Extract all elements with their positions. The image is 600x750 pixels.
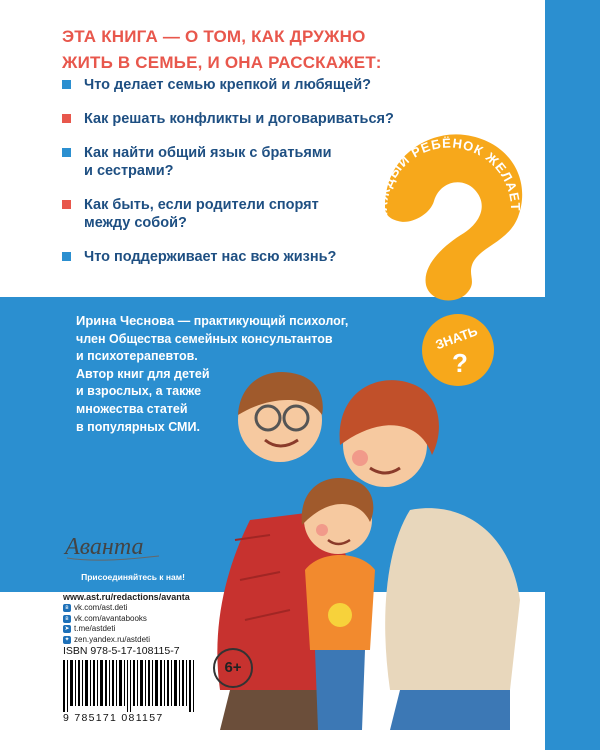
- bubble-mark: ?: [452, 348, 468, 378]
- question-mark-bubble: [360, 125, 535, 305]
- publisher-logo: [63, 526, 163, 564]
- author-line: и взрослых, а также: [76, 384, 202, 399]
- question-text: Как быть, если родители спорят: [84, 197, 319, 213]
- social-link-vk-avanta[interactable]: [63, 614, 150, 625]
- heading-line-2: ЖИТЬ В СЕМЬЕ, И ОНА РАССКАЖЕТ:: [62, 53, 382, 72]
- author-line: Автор книг для детей: [76, 366, 210, 381]
- zen-icon: ✦: [64, 636, 70, 643]
- question-text: и сестрами?: [84, 163, 174, 179]
- list-item: [62, 144, 402, 180]
- age-rating-badge: 6+: [213, 648, 253, 688]
- author-name: Ирина Чеснова: [76, 313, 175, 328]
- square-bullet-icon: [62, 148, 71, 157]
- author-line: множества статей: [76, 401, 188, 416]
- barcode-icon: [63, 660, 198, 712]
- join-us-banner: Присоединяйтесь к нам!: [63, 570, 203, 584]
- author-line: в популярных СМИ.: [76, 419, 200, 434]
- bubble-small-text: ЗНАТЬ: [433, 323, 480, 353]
- spine-stripe: [545, 0, 600, 750]
- social-links: [63, 603, 150, 645]
- link-text: zen.yandex.ru/astdeti: [74, 634, 151, 644]
- telegram-icon: ➤: [64, 626, 70, 632]
- list-item: [62, 248, 402, 266]
- social-link-telegram[interactable]: [63, 624, 150, 635]
- link-text: t.me/astdeti: [74, 624, 116, 633]
- list-item: [62, 110, 402, 128]
- question-text: Как найти общий язык с братьями: [84, 145, 332, 161]
- question-text: Что поддерживает нас всю жизнь?: [84, 249, 337, 265]
- list-item: [62, 196, 402, 232]
- publisher-site[interactable]: www.ast.ru/redactions/avanta: [63, 592, 190, 602]
- author-line: и психотерапевтов.: [76, 349, 198, 364]
- vk-icon: в: [63, 615, 71, 623]
- family-illustration: [210, 360, 540, 730]
- square-bullet-icon: [62, 114, 71, 123]
- square-bullet-icon: [62, 252, 71, 261]
- square-bullet-icon: [62, 200, 71, 209]
- social-link-vk-deti[interactable]: [63, 603, 150, 614]
- logo-text: Аванта: [65, 534, 144, 560]
- question-text: Что делает семью крепкой и любящей?: [84, 77, 371, 93]
- link-text: vk.com/avantabooks: [74, 613, 147, 623]
- social-link-zen[interactable]: [63, 635, 150, 646]
- square-bullet-icon: [62, 80, 71, 89]
- question-text: Как решать конфликты и договариваться?: [84, 111, 394, 127]
- question-text: между собой?: [84, 215, 187, 231]
- barcode-digits: 9 785171 081157: [63, 712, 164, 724]
- author-line: — практикующий психолог,: [174, 314, 349, 328]
- vk-icon: в: [63, 604, 71, 612]
- isbn-label: ISBN 978-5-17-108115-7: [63, 645, 180, 657]
- question-list: [62, 76, 402, 282]
- bubble-arc-text: КАЖДЫЙ РЕБЁНОК ЖЕЛАЕТ: [374, 135, 524, 222]
- link-text: vk.com/ast.deti: [74, 603, 128, 612]
- cover-heading: [62, 24, 392, 76]
- heading-line-1: ЭТА КНИГА — О ТОМ, КАК ДРУЖНО: [62, 27, 366, 46]
- list-item: [62, 76, 402, 94]
- author-line: член Общества семейных консультантов: [76, 331, 333, 346]
